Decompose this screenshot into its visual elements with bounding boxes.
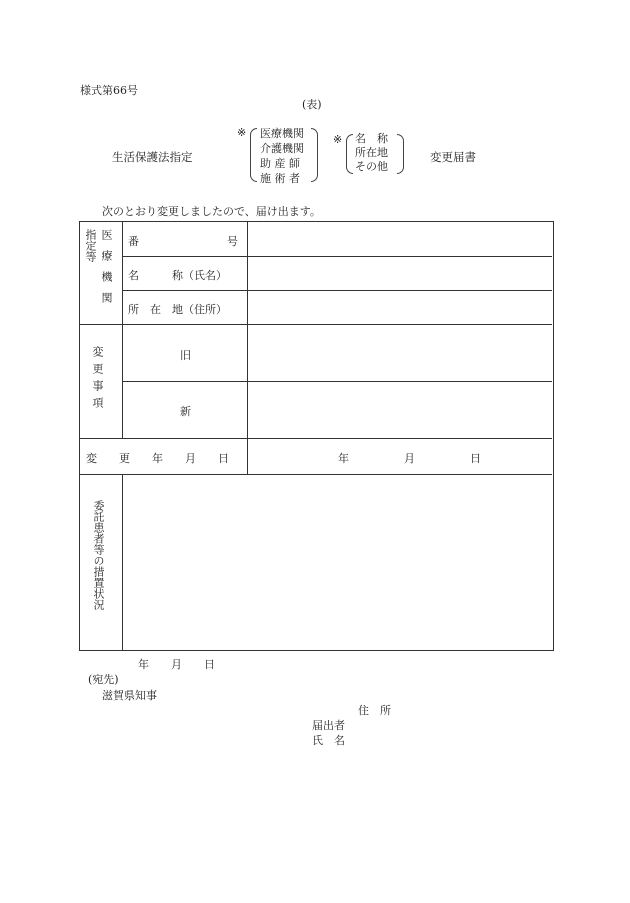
facility-type-item: 助 産 師	[260, 157, 300, 170]
entrusted-label: 委託患者等の措置状況	[92, 500, 105, 610]
title-prefix: 生活保護法指定	[112, 150, 193, 164]
bracket-right-1	[311, 128, 318, 182]
addressee: 滋賀県知事	[102, 689, 157, 702]
designation-label-right: 医療機関	[100, 229, 113, 313]
row-number-label: 番 号	[128, 235, 238, 248]
table-rule	[247, 221, 248, 474]
form-number: 様式第66号	[80, 84, 138, 97]
new-label: 新	[180, 405, 191, 418]
change-date-value: 年 月 日	[338, 452, 481, 465]
change-items-label: 変更事項	[91, 346, 104, 414]
bracket-left-1	[250, 128, 257, 182]
change-date-label: 変 更 年 月 日	[86, 452, 229, 465]
submission-date: 年 月 日	[138, 658, 215, 671]
table-rule	[122, 474, 123, 650]
bracket-left-2	[346, 134, 353, 174]
row-address-label: 所 在 地（住所）	[128, 303, 227, 316]
change-type-item: 所在地	[355, 146, 388, 159]
table-rule	[79, 438, 552, 439]
facility-type-item: 施 術 者	[260, 172, 300, 185]
table-rule	[122, 381, 552, 382]
old-label: 旧	[180, 349, 191, 362]
change-type-item: その他	[355, 160, 388, 173]
table-rule	[79, 474, 552, 475]
change-type-list	[355, 132, 388, 174]
name-label: 氏 名	[312, 734, 345, 747]
row-name-label: 名 称（氏名）	[128, 269, 227, 282]
change-type-item: 名 称	[355, 132, 388, 145]
table-rule	[122, 221, 123, 438]
bracket-right-2	[397, 134, 404, 174]
note-mark-2: ※	[333, 133, 343, 146]
intro-text: 次のとおり変更しましたので、届け出ます。	[102, 205, 321, 218]
table-rule	[122, 290, 552, 291]
side-label: (表)	[302, 98, 322, 111]
designation-label-left	[85, 229, 96, 319]
title-suffix: 変更届書	[430, 150, 476, 164]
facility-type-item: 医療機関	[260, 127, 304, 140]
address-label: 住 所	[358, 704, 391, 717]
designation-label-left-text: 指定等	[84, 229, 97, 262]
note-mark-1: ※	[237, 126, 247, 139]
submitter-label: 届出者	[312, 719, 345, 732]
facility-type-list	[260, 126, 304, 186]
table-rule	[122, 256, 552, 257]
table-border	[79, 221, 554, 651]
table-rule	[79, 324, 552, 325]
addressee-label: (宛先)	[88, 673, 119, 686]
facility-type-item: 介護機関	[260, 142, 304, 155]
